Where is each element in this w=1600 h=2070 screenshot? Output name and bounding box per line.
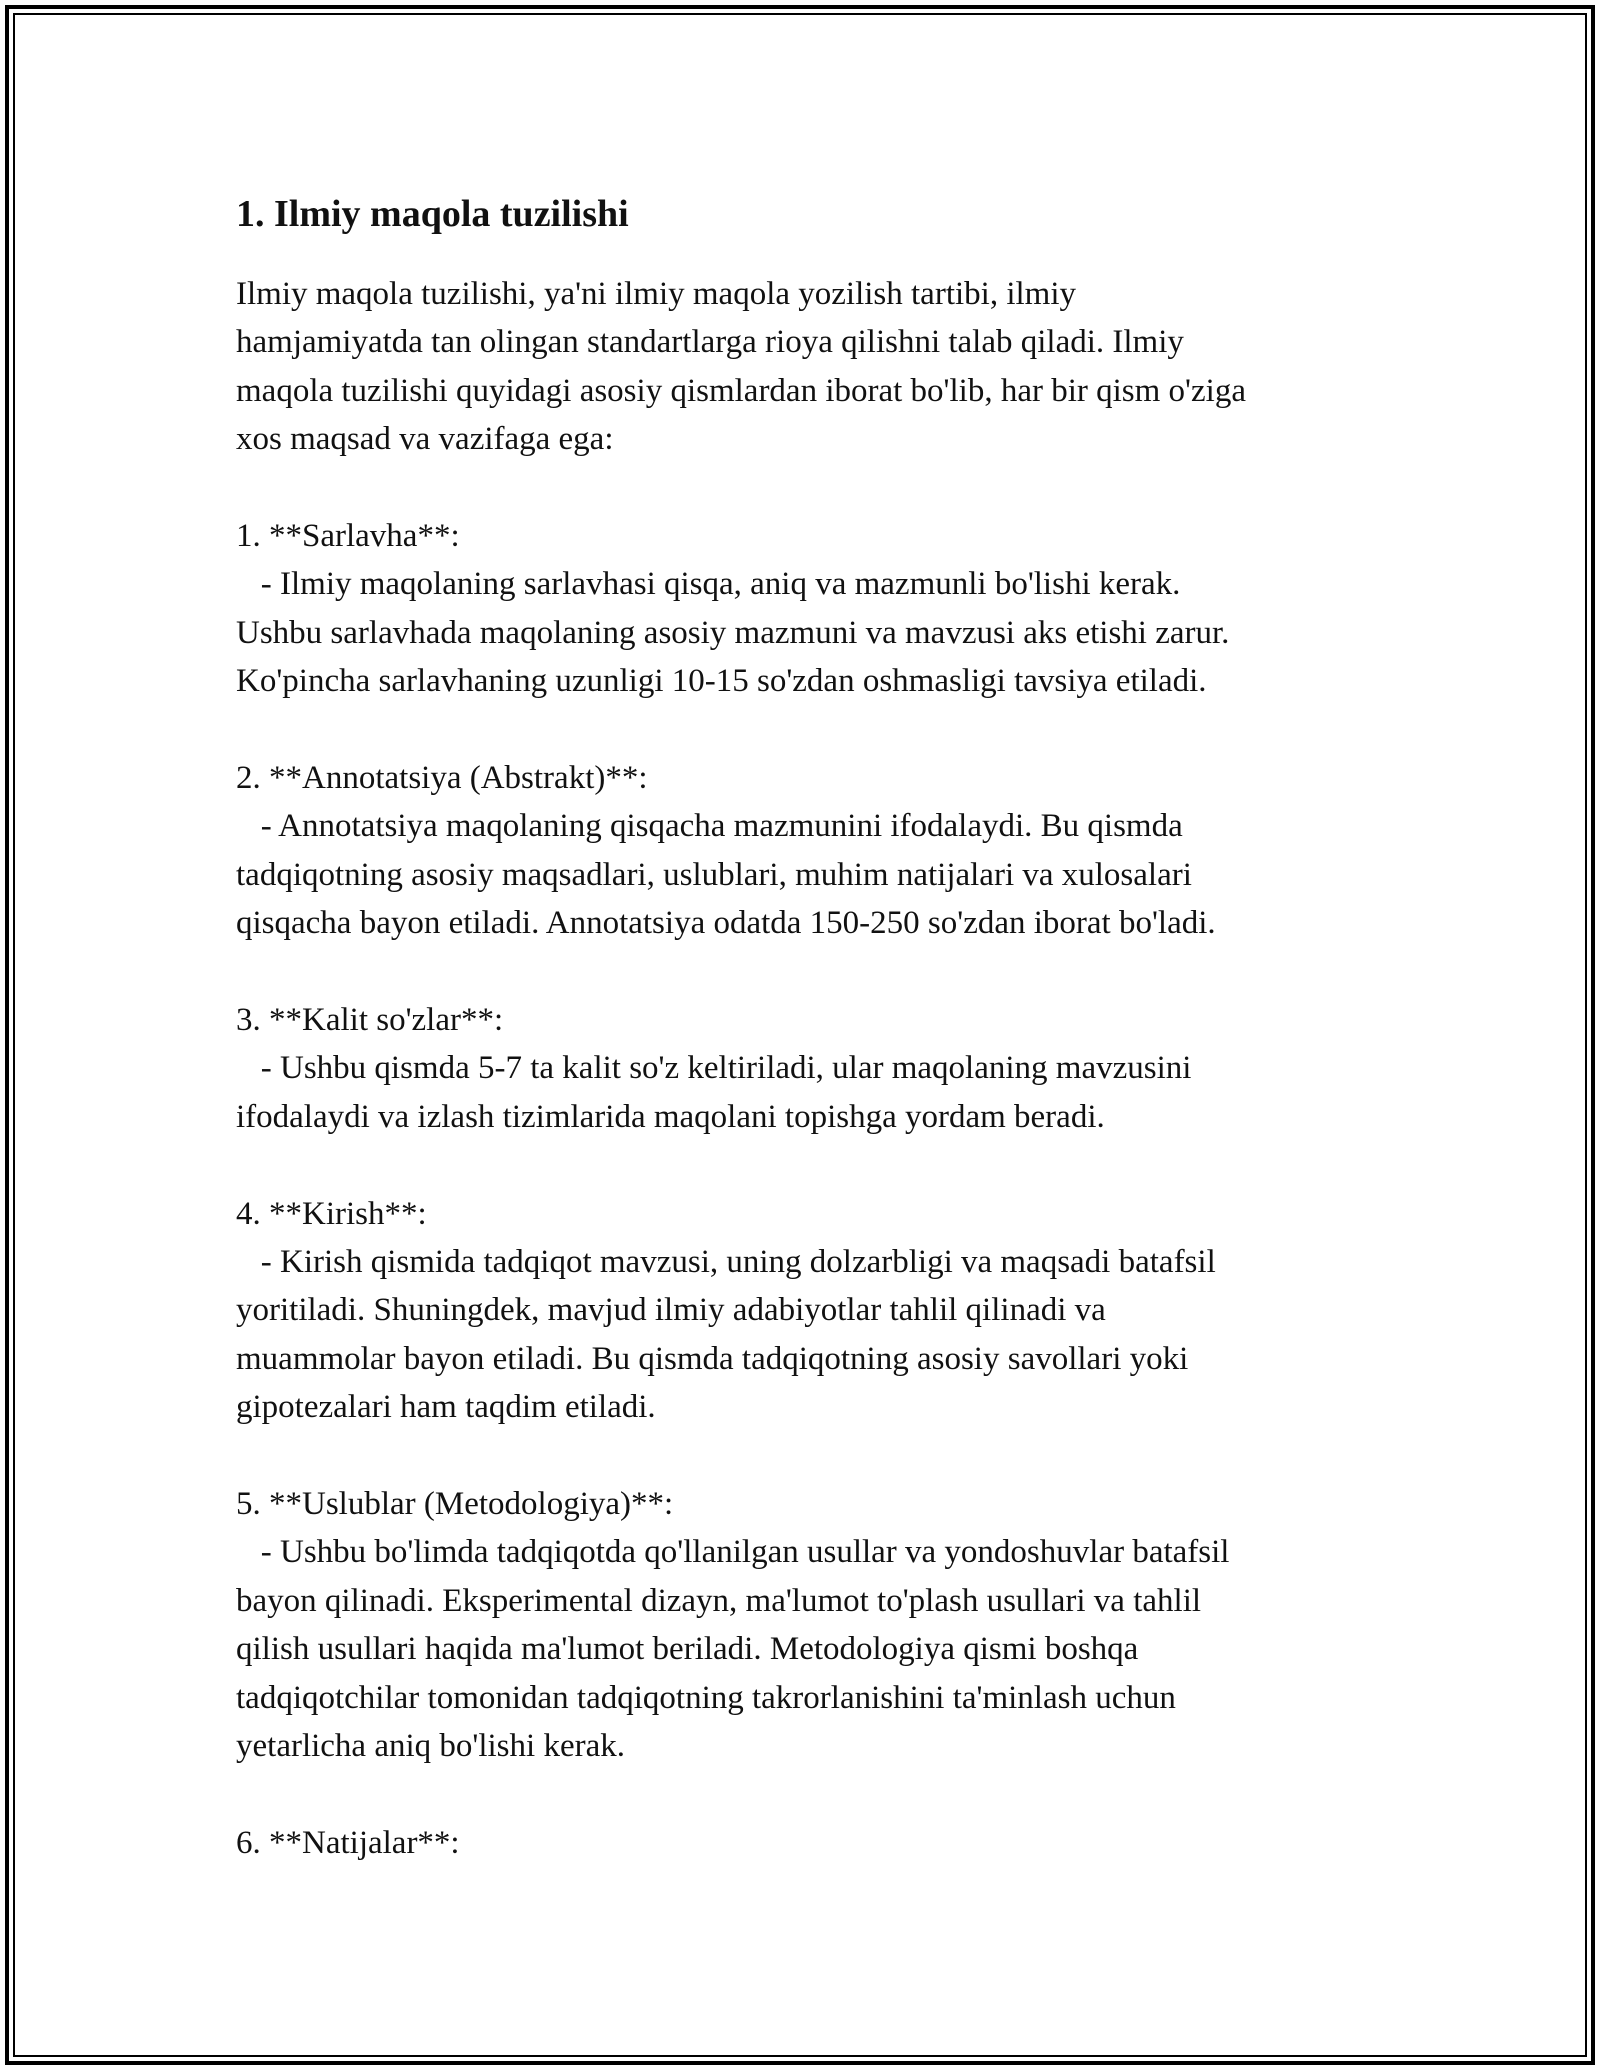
intro-line: xos maqsad va vazifaga ega: [236, 421, 614, 458]
section-line: yetarlicha aniq bo'lishi kerak. [236, 1728, 625, 1765]
section-annotatsiya [236, 754, 1376, 948]
section-heading: 1. **Sarlavha**: [236, 518, 460, 555]
section-line: tadqiqotchilar tomonidan tadqiqotning takrorlanishini ta'minlash uchun [236, 1679, 1176, 1716]
section-heading: 6. **Natijalar**: [236, 1824, 460, 1861]
section-line: bayon qilinadi. Eksperimental dizayn, ma'lumot to'plash usullari va tahlil [236, 1582, 1202, 1619]
section-line: - Kirish qismida tadqiqot mavzusi, uning dolzarbligi va maqsadi batafsil [236, 1244, 1216, 1281]
section-sarlavha [236, 512, 1376, 706]
page-title: 1. Ilmiy maqola tuzilishi [236, 193, 629, 235]
section-line: ifodalaydi va izlash tizimlarida maqolani topishga yordam beradi. [236, 1098, 1105, 1135]
blank-line [236, 464, 1376, 512]
section-heading: 2. **Annotatsiya (Abstrakt)**: [236, 760, 648, 797]
intro-line: hamjamiyatda tan olingan standartlarga rioya qilishni talab qiladi. Ilmiy [236, 324, 1184, 361]
document-body [236, 188, 1376, 1867]
blank-line [236, 948, 1376, 996]
section-line: qisqacha bayon etiladi. Annotatsiya odatda 150-250 so'zdan iborat bo'ladi. [236, 905, 1216, 942]
section-heading: 5. **Uslublar (Metodologiya)**: [236, 1486, 674, 1523]
section-uslublar [236, 1480, 1376, 1770]
section-line: Ko'pincha sarlavhaning uzunligi 10-15 so'zdan oshmasligi tavsiya etiladi. [236, 663, 1207, 700]
section-line: - Ushbu bo'limda tadqiqotda qo'llanilgan usullar va yondoshuvlar batafsil [236, 1534, 1230, 1571]
section-line: muammolar bayon etiladi. Bu qismda tadqiqotning asosiy savollari yoki [236, 1340, 1189, 1377]
section-line: - Annotatsiya maqolaning qisqacha mazmunini ifodalaydi. Bu qismda [236, 808, 1183, 845]
section-line: gipotezalari ham taqdim etiladi. [236, 1389, 656, 1426]
section-line: yoritiladi. Shuningdek, mavjud ilmiy adabiyotlar tahlil qilinadi va [236, 1292, 1106, 1329]
section-line: qilish usullari haqida ma'lumot beriladi. Metodologiya qismi boshqa [236, 1631, 1139, 1668]
section-heading: 4. **Kirish**: [236, 1195, 427, 1232]
section-line: Ushbu sarlavhada maqolaning asosiy mazmuni va mavzusi aks etishi zarur. [236, 614, 1230, 651]
blank-line [236, 1771, 1376, 1819]
blank-line [236, 706, 1376, 754]
section-kirish [236, 1190, 1376, 1432]
intro-line: Ilmiy maqola tuzilishi, ya'ni ilmiy maqola yozilish tartibi, ilmiy [236, 276, 1077, 312]
intro-line: maqola tuzilishi quyidagi asosiy qismlardan iborat bo'lib, har bir qism o'ziga [236, 372, 1246, 409]
section-natijalar [236, 1819, 1376, 1867]
section-heading: 3. **Kalit so'zlar**: [236, 1002, 504, 1039]
blank-line [236, 1432, 1376, 1480]
section-line: - Ushbu qismda 5-7 ta kalit so'z keltiriladi, ular maqolaning mavzusini [236, 1050, 1192, 1087]
intro-paragraph [236, 270, 1376, 464]
section-kalit-sozlar [236, 996, 1376, 1141]
section-line: - Ilmiy maqolaning sarlavhasi qisqa, aniq va mazmunli bo'lishi kerak. [236, 566, 1181, 603]
section-line: tadqiqotning asosiy maqsadlari, uslublari, muhim natijalari va xulosalari [236, 856, 1192, 893]
blank-line [236, 1141, 1376, 1189]
